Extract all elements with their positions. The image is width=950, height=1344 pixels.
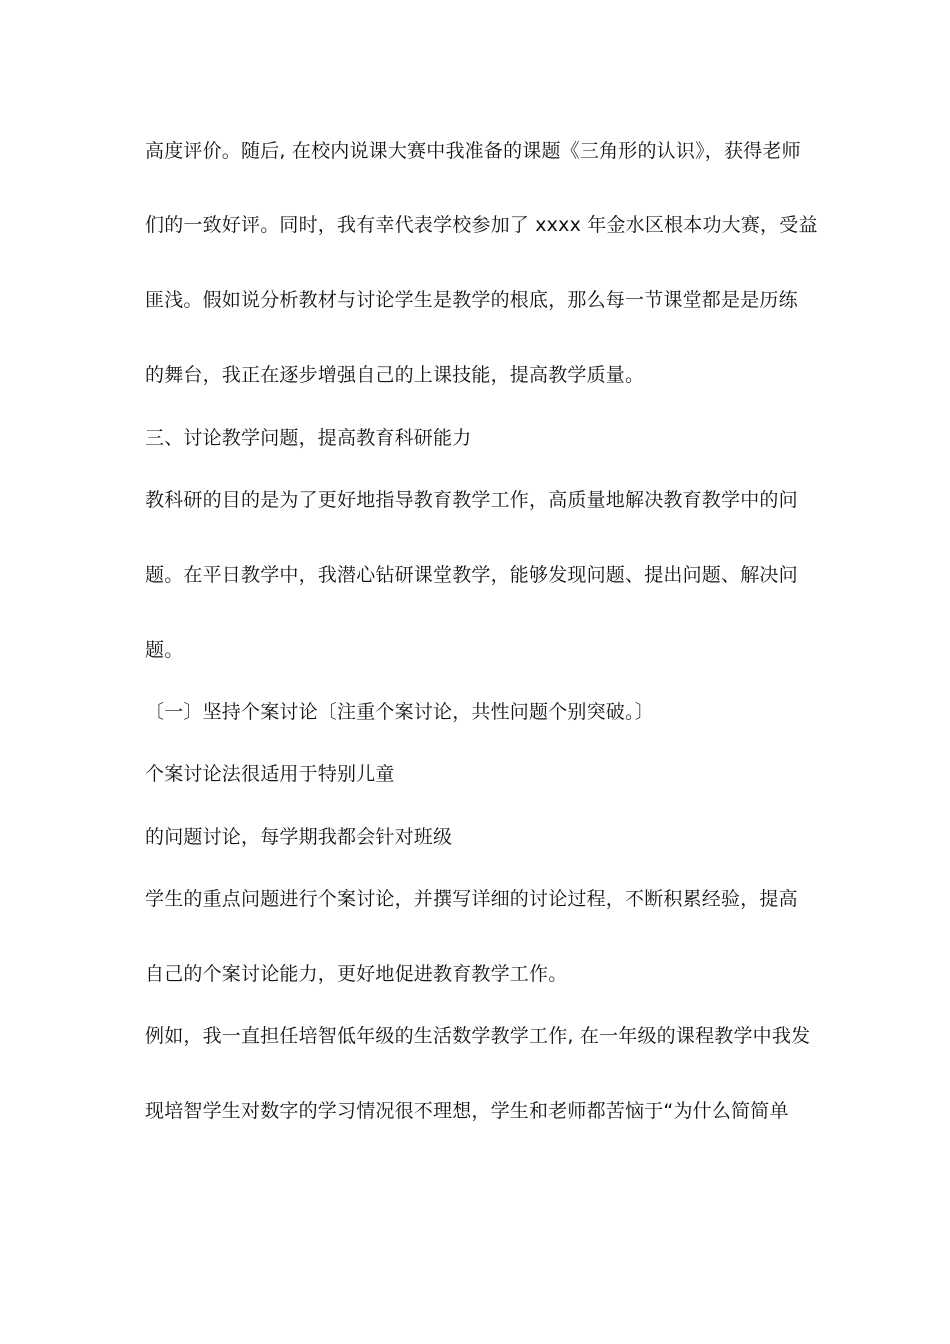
- paragraph-line: 的舞台，我正在逐步增强自己的上课技能，提高教学质量。: [145, 364, 645, 386]
- paragraph-line: 高度评价。随后, 在校内说课大赛中我准备的课题《三角形的认识》，获得老师: [145, 140, 801, 162]
- paragraph-line: 学生的重点问题进行个案讨论，并撰写详细的讨论过程，不断积累经验，提高: [145, 888, 798, 910]
- section-heading: 三、讨论教学问题，提高教育科研能力: [145, 427, 472, 449]
- paragraph-line: 现培智学生对数字的学习情况很不理想，学生和老师都苦恼于“为什么简简单: [145, 1100, 789, 1122]
- paragraph-line: 题。在平日教学中，我潜心钻研课堂教学，能够发现问题、提出问题、解决问: [145, 564, 798, 586]
- paragraph-line: 们的一致好评。同时，我有幸代表学校参加了 xxxx 年金水区根本功大赛，受益: [145, 214, 818, 236]
- paragraph-line: 题。: [145, 639, 184, 661]
- paragraph-line: 匪浅。假如说分析教材与讨论学生是教学的根底，那么每一节课堂都是是历练: [145, 289, 798, 311]
- paragraph-line: 例如，我一直担任培智低年级的生活数学教学工作, 在一年级的课程教学中我发: [145, 1025, 811, 1047]
- paragraph-line: 个案讨论法很适用于特别儿童: [145, 763, 395, 785]
- paragraph-line: 自己的个案讨论能力，更好地促进教育教学工作。: [145, 963, 568, 985]
- paragraph-line: 教科研的目的是为了更好地指导教育教学工作，高质量地解决教育教学中的问: [145, 489, 798, 511]
- subsection-heading: 〔一〕坚持个案讨论〔注重个案讨论，共性问题个别突破。〕: [145, 701, 654, 723]
- paragraph-line: 的问题讨论，每学期我都会针对班级: [145, 826, 453, 848]
